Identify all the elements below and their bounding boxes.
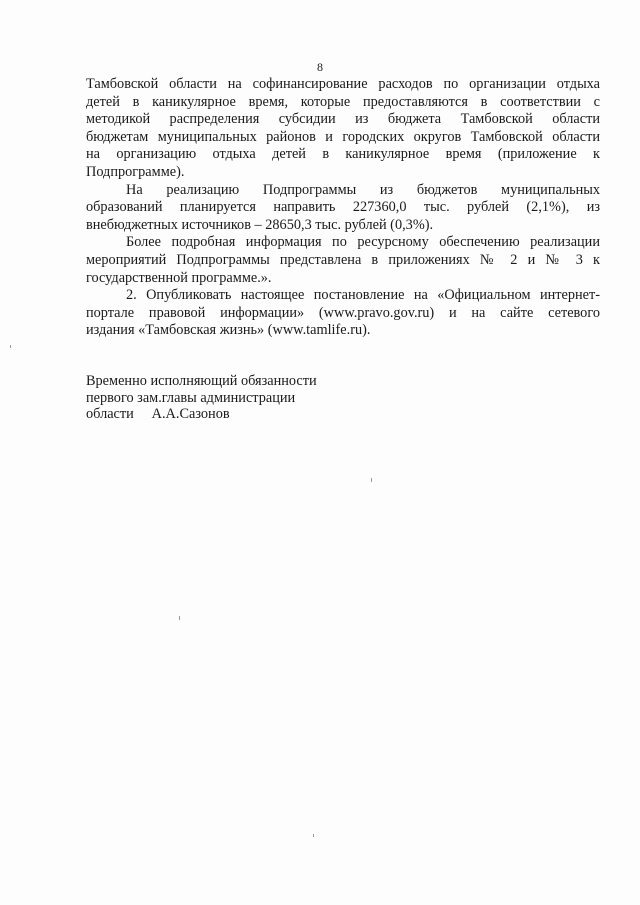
text-line: на организацию отдыха детей в каникулярное время (приложение к — [86, 146, 600, 163]
text-line: образований планируется направить 227360,0 тыс. рублей (2,1%), из — [86, 199, 600, 216]
signatory-title: Временно исполняющий обязанности — [86, 373, 317, 389]
paragraph-resource-info — [86, 234, 600, 287]
document-body — [86, 76, 600, 340]
text-line: портале правовой информации» (www.pravo.gov.ru) и на сайте сетевого — [86, 304, 600, 321]
paragraph-municipal-funding — [86, 182, 600, 235]
text-line: Более подробная информация по ресурсному обеспечению реализации — [126, 234, 600, 251]
scan-speck — [179, 616, 180, 620]
text-line: методикой распределения субсидии из бюджета Тамбовской области — [86, 111, 600, 128]
signatory-position: первого зам.главы администрации — [86, 389, 296, 406]
text-line: На реализацию Подпрограммы из бюджетов муниципальных — [126, 181, 600, 198]
text-line: Подпрограмме). — [86, 163, 185, 180]
text-line: Тамбовской области на софинансирование расходов по организации отдыха — [86, 76, 600, 92]
text-line: внебюджетных источников – 28650,3 тыс. рублей (0,3%). — [86, 216, 434, 233]
paragraph-subsidy-allocation — [86, 76, 600, 182]
paragraph-publication — [86, 287, 600, 340]
text-line: мероприятий Подпрограммы представлена в приложениях № 2 и № 3 к — [86, 251, 600, 268]
signature-block — [86, 373, 317, 423]
text-line: 2. Опубликовать настоящее постановление на «Официальном интернет- — [126, 287, 600, 304]
signatory-name: области А.А.Сазонов — [86, 406, 230, 422]
scan-speck — [313, 834, 314, 837]
text-line: государственной программе.». — [86, 269, 272, 286]
page-number: 8 — [317, 60, 323, 74]
text-line: детей в каникулярное время, которые предоставляются в соответствии с — [86, 93, 600, 110]
scan-speck — [371, 478, 372, 482]
text-line: бюджетам муниципальных районов и городских округов Тамбовской области — [86, 128, 600, 145]
scan-speck — [10, 345, 11, 348]
text-line: издания «Тамбовская жизнь» (www.tamlife.ru). — [86, 322, 371, 339]
